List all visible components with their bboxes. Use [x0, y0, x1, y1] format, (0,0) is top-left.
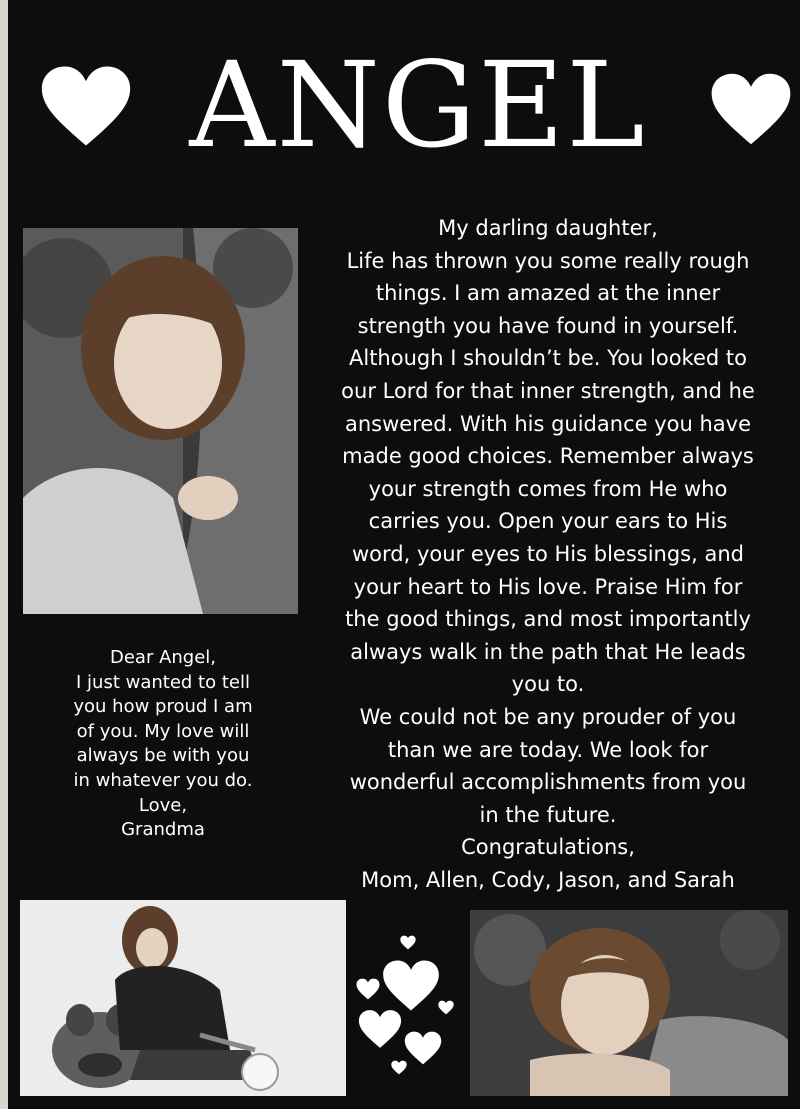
letter-line: carries you. Open your ears to His	[368, 509, 728, 534]
letter-line: than we are today. We look for	[387, 737, 709, 762]
heart-icon	[404, 1030, 442, 1066]
heart-icon	[40, 64, 132, 148]
letter-line: answered. With his guidance you have	[344, 411, 751, 436]
photo-with-mascot	[20, 900, 346, 1096]
note-line: you how proud I am	[73, 696, 253, 718]
letter-line: things. I am amazed at the inner	[375, 281, 721, 306]
letter-text	[303, 212, 793, 896]
letter-line: Congratulations,	[461, 835, 635, 860]
yearbook-page	[8, 0, 800, 1109]
heart-icon	[382, 958, 440, 1013]
note-line: Love,	[138, 794, 188, 816]
letter-line: made good choices. Remember always	[342, 444, 754, 469]
letter-line: We could not be any prouder of you	[359, 704, 737, 729]
letter-line: strength you have found in yourself.	[357, 313, 739, 338]
letter-line: our Lord for that inner strength, and he	[341, 378, 755, 403]
letter-line: Mom, Allen, Cody, Jason, and Sarah	[361, 867, 735, 892]
heart-icon	[710, 68, 792, 150]
letter-line: your heart to His love. Praise Him for	[353, 574, 743, 599]
letter-line: My darling daughter,	[438, 216, 658, 240]
letter-line: always walk in the path that He leads	[350, 639, 746, 664]
note-line: always be with you	[76, 745, 250, 767]
letter-line: word, your eyes to His blessings, and	[352, 541, 744, 566]
heart-icon	[400, 935, 416, 950]
note-line: I just wanted to tell	[76, 671, 250, 693]
letter-line: Although I shouldn’t be. You looked to	[349, 346, 747, 371]
note-line: Dear Angel,	[109, 647, 217, 668]
note-line: Grandma	[121, 819, 205, 841]
letter-line: wonderful accomplishments from you	[349, 770, 747, 795]
letter-line: in the future.	[479, 802, 617, 827]
heart-icon	[358, 1008, 402, 1050]
note-line: of you. My love will	[76, 720, 250, 742]
portrait-photo-lying	[470, 910, 788, 1096]
heart-icon	[391, 1060, 407, 1075]
letter-line: your strength comes from He who	[368, 476, 728, 501]
letter-line: Life has thrown you some really rough	[346, 248, 750, 273]
letter-line: you to.	[511, 672, 585, 697]
note-line: in whatever you do.	[73, 769, 253, 791]
grandma-note	[38, 646, 288, 843]
page-title: ANGEL	[189, 36, 647, 174]
heart-icon	[438, 1000, 454, 1015]
letter-line: the good things, and most importantly	[345, 607, 751, 632]
portrait-photo-tree	[23, 228, 298, 614]
heart-icon	[356, 978, 380, 1000]
